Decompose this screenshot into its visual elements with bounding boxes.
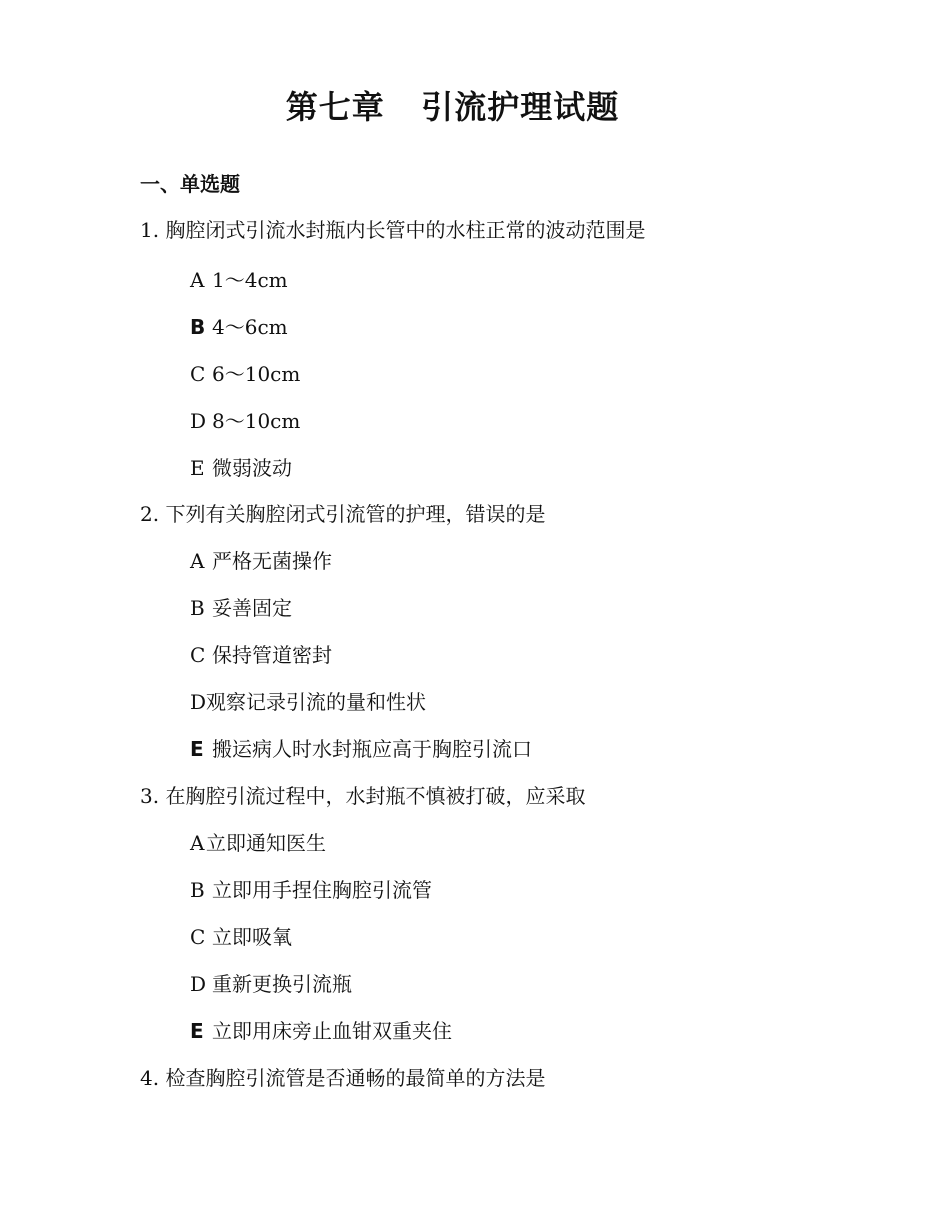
option-2b — [190, 592, 292, 621]
option-letter: B — [190, 878, 205, 902]
option-3a — [190, 827, 326, 856]
question-text: 下列有关胸腔闭式引流管的护理，错误的是 — [165, 502, 546, 526]
option-1b — [190, 311, 288, 340]
option-letter: A — [190, 831, 205, 855]
question-text: 检查胸腔引流管是否通畅的最简单的方法是 — [165, 1066, 546, 1090]
option-text: 立即用床旁止血钳双重夹住 — [212, 1019, 452, 1043]
option-text: 观察记录引流的量和性状 — [206, 690, 427, 714]
option-letter: A — [190, 549, 205, 573]
option-3c — [190, 921, 292, 950]
section-heading: 一、单选题 — [140, 172, 240, 196]
option-1d — [190, 405, 300, 434]
option-text: 立即用手捏住胸腔引流管 — [212, 878, 432, 902]
option-text: 妥善固定 — [212, 596, 292, 620]
option-1c — [190, 358, 300, 387]
option-3b — [190, 874, 432, 903]
option-letter: E — [190, 737, 204, 761]
option-text: 严格无菌操作 — [212, 549, 332, 573]
page-title: 第七章 引流护理试题 — [285, 88, 620, 126]
option-text: 4～6cm — [212, 315, 288, 339]
option-3e — [190, 1015, 452, 1044]
option-text: 保持管道密封 — [212, 643, 332, 667]
option-text: 搬运病人时水封瓶应高于胸腔引流口 — [212, 737, 532, 761]
option-letter: C — [190, 925, 206, 949]
option-letter: C — [190, 643, 206, 667]
option-text: 微弱波动 — [212, 456, 292, 480]
option-2c — [190, 639, 332, 668]
option-text: 立即吸氧 — [212, 925, 292, 949]
option-letter: B — [190, 315, 206, 339]
question-text: 在胸腔引流过程中，水封瓶不慎被打破，应采取 — [165, 784, 586, 808]
option-letter: B — [190, 596, 205, 620]
option-letter: D — [190, 409, 207, 433]
question-2 — [140, 498, 545, 527]
question-3 — [140, 780, 585, 809]
option-2e — [190, 733, 532, 762]
option-2a — [190, 545, 332, 574]
question-number: 1. — [140, 218, 160, 242]
option-1a — [190, 264, 288, 293]
option-3d — [190, 968, 352, 997]
question-text: 胸腔闭式引流水封瓶内长管中的水柱正常的波动范围是 — [165, 218, 646, 242]
option-letter: A — [190, 268, 205, 292]
option-letter: D — [190, 972, 207, 996]
question-4 — [140, 1062, 545, 1091]
option-text: 立即通知医生 — [206, 831, 326, 855]
option-text: 1～4cm — [212, 268, 288, 292]
option-text: 8～10cm — [212, 409, 301, 433]
option-text: 6～10cm — [212, 362, 301, 386]
question-1 — [140, 214, 645, 243]
option-letter: E — [190, 456, 205, 480]
option-text: 重新更换引流瓶 — [212, 972, 352, 996]
option-2d — [190, 686, 426, 715]
option-1e — [190, 452, 292, 481]
option-letter: D — [190, 690, 207, 714]
question-number: 2. — [140, 502, 160, 526]
question-number: 3. — [140, 784, 160, 808]
option-letter: E — [190, 1019, 204, 1043]
question-number: 4. — [140, 1066, 160, 1090]
option-letter: C — [190, 362, 206, 386]
